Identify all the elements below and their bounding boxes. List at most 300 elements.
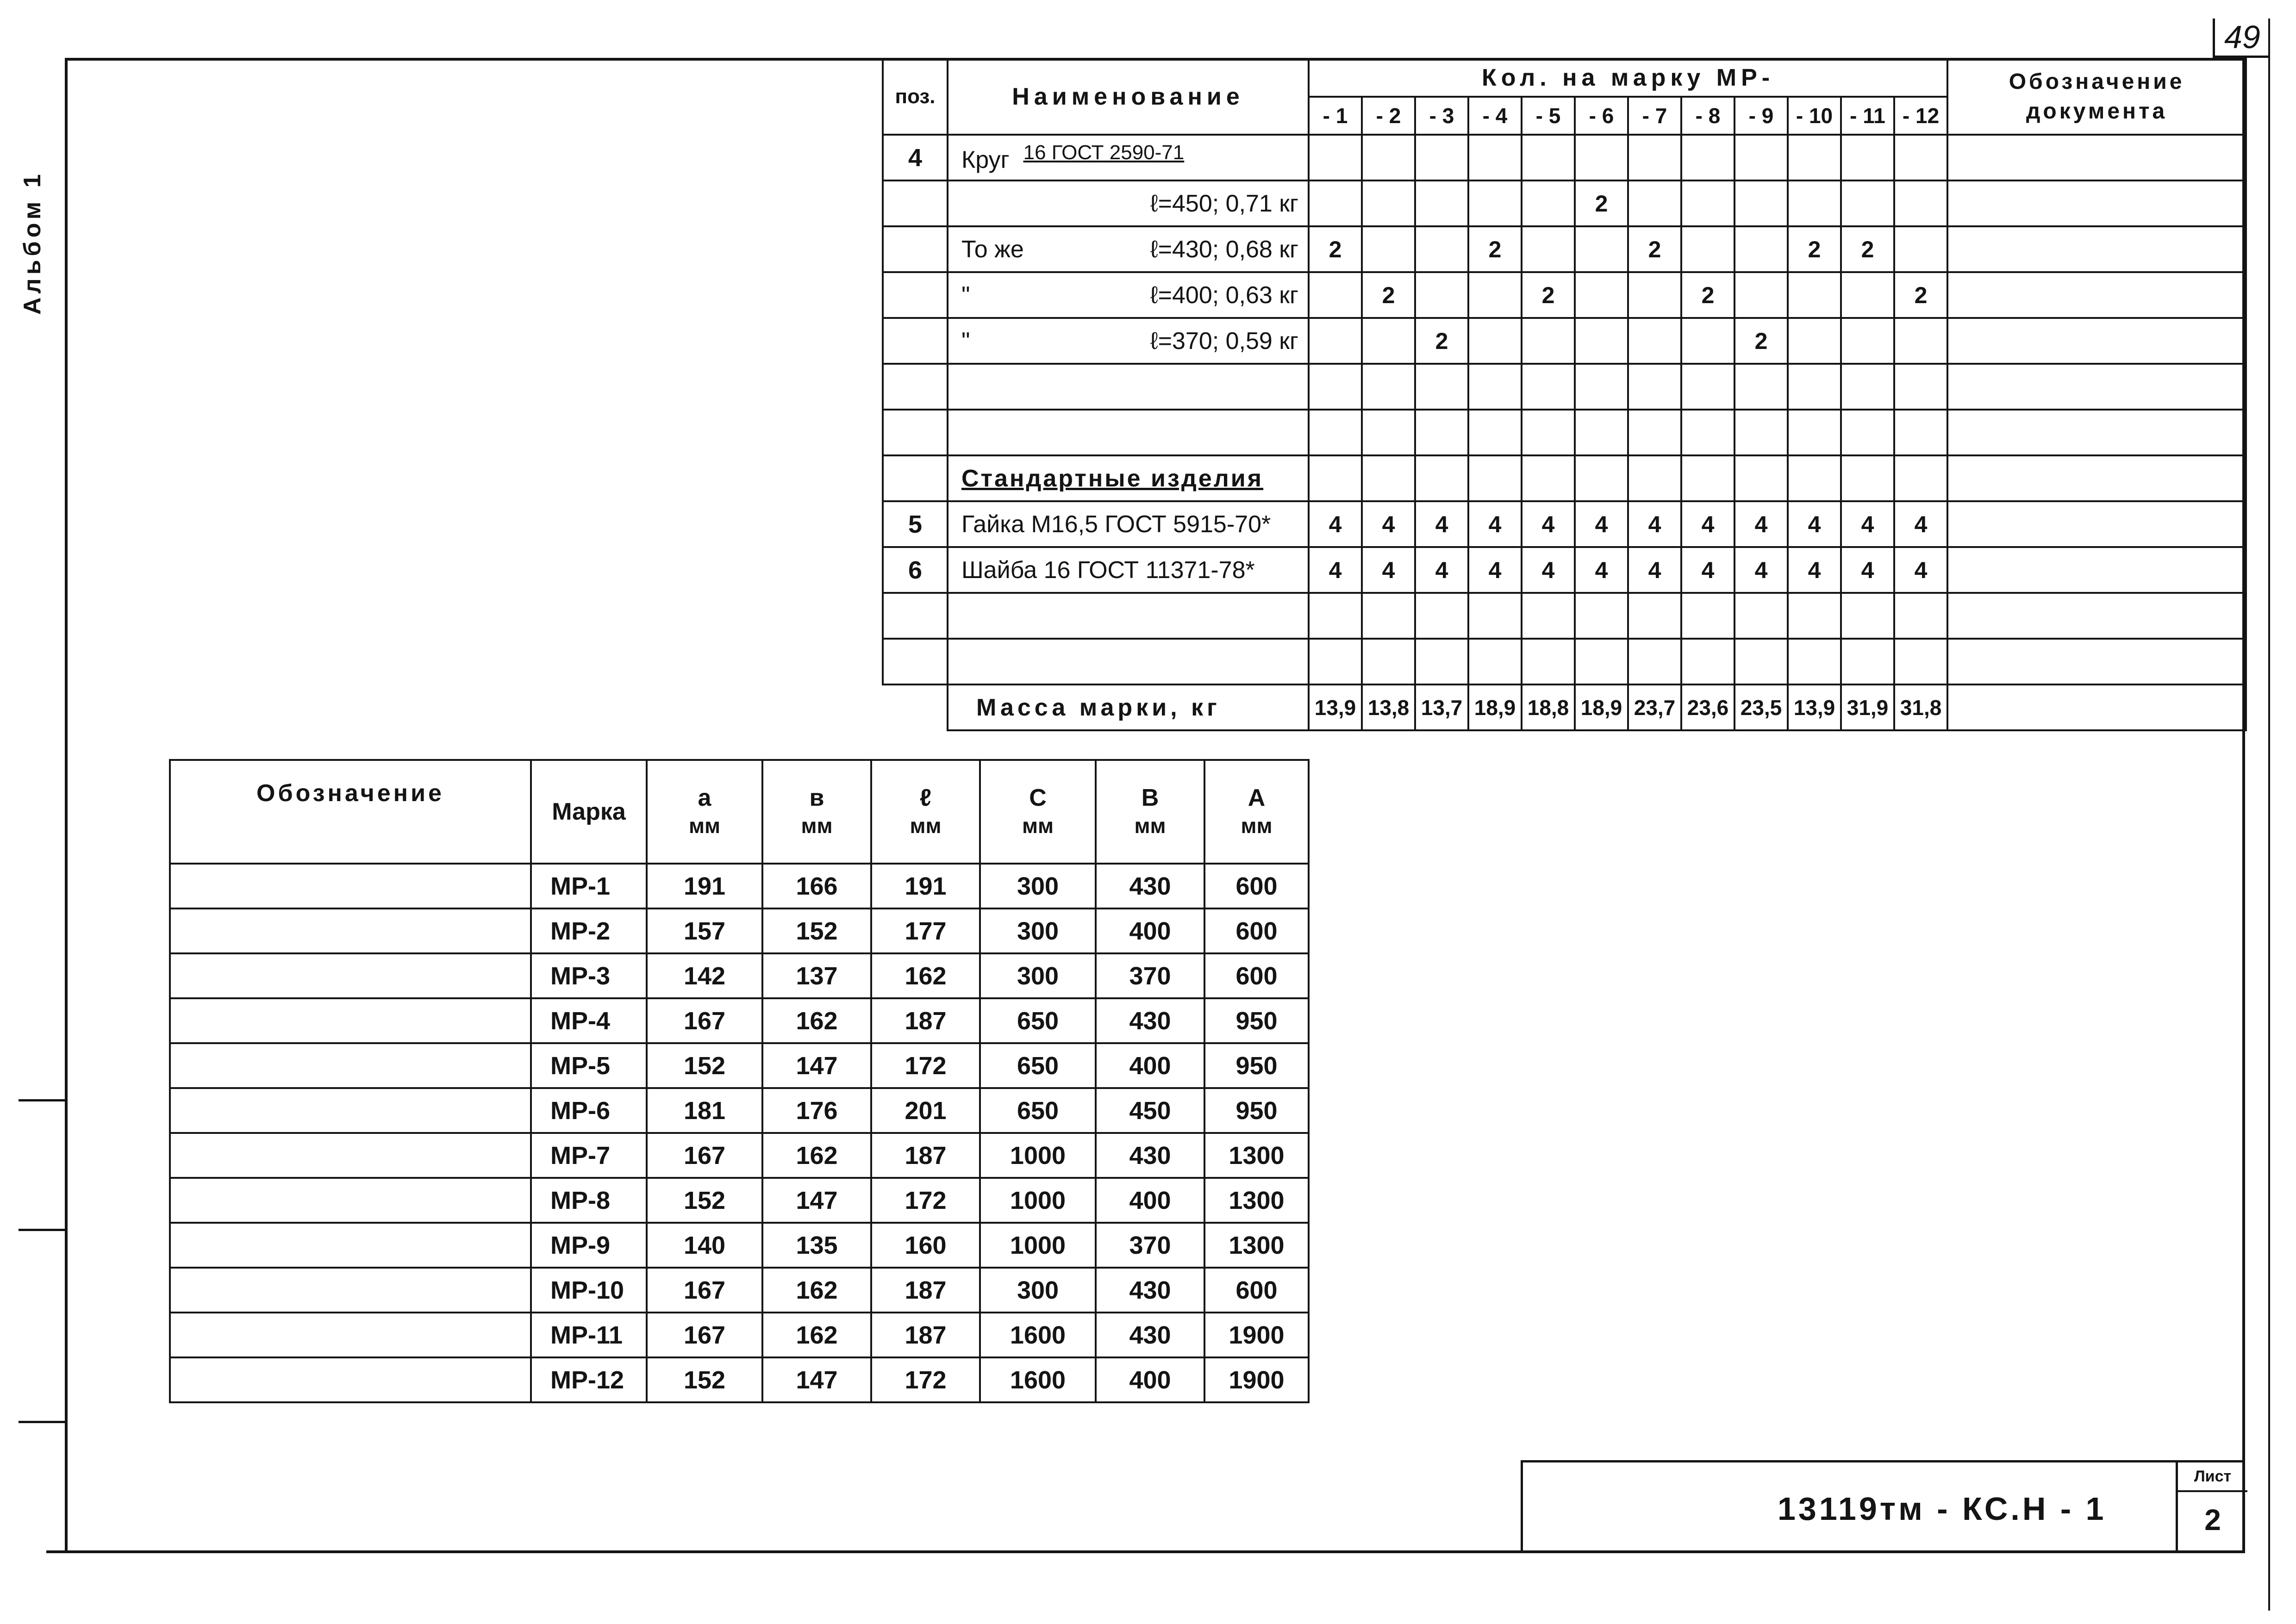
mass-cell: 23,6 [1681,684,1734,730]
document-code: 13119тм - КС.Н - 1 [1778,1491,2107,1527]
doc-cell [1947,180,2246,226]
mass-cell: 23,7 [1628,684,1681,730]
qty-cell [1575,135,1628,180]
dims-cell: 1300 [1204,1223,1309,1268]
spec-name-text: Круг [961,146,1010,174]
dimensions-table [169,759,1310,1403]
dims-cell [170,1043,531,1088]
dims-cell: 167 [647,1313,762,1357]
qty-cell [1522,455,1575,501]
dims-cell: 172 [871,1043,980,1088]
dims-cell: 152 [647,1357,762,1402]
qty-cell: 2 [1575,180,1628,226]
qty-column-header: - 3 [1415,97,1468,135]
spec-pos: 6 [883,547,948,593]
mass-cell: 23,5 [1734,684,1788,730]
qty-cell: 4 [1841,501,1894,547]
dims-cell: 300 [980,864,1096,908]
spec-name [948,226,1309,272]
spec-pos [883,364,948,410]
spec-pos [883,226,948,272]
dims-cell: 187 [871,1313,980,1357]
dims-header-unit: мм [688,814,721,838]
dims-column-header [531,760,647,864]
qty-cell: 2 [1734,318,1788,364]
spec-pos: 4 [883,135,948,180]
dims-cell: 160 [871,1223,980,1268]
qty-column-header: - 2 [1362,97,1415,135]
dims-row [170,1357,1309,1402]
qty-cell [1788,455,1841,501]
qty-cell [1522,593,1575,639]
qty-cell [1362,410,1415,455]
dims-cell: 650 [980,1043,1096,1088]
qty-header: Кол. на марку МР- [1309,59,1947,97]
qty-cell: 2 [1415,318,1468,364]
qty-cell [1415,180,1468,226]
mass-cell: 18,9 [1575,684,1628,730]
qty-cell [1628,639,1681,684]
dims-column-header [1096,760,1204,864]
qty-cell [1309,135,1362,180]
dims-column-header [1204,760,1309,864]
qty-cell [1681,135,1734,180]
qty-cell [1734,135,1788,180]
qty-cell [1734,410,1788,455]
qty-cell [1788,272,1841,318]
spec-pos [883,180,948,226]
qty-cell [1468,639,1522,684]
doc-cell [1947,639,2246,684]
spec-pos [883,455,948,501]
qty-cell: 4 [1415,501,1468,547]
qty-column-header: - 9 [1734,97,1788,135]
mass-blank [883,684,948,730]
qty-cell: 4 [1522,547,1575,593]
qty-cell [1894,318,1947,364]
qty-cell [1309,180,1362,226]
qty-cell [1894,455,1947,501]
dims-column-header [980,760,1096,864]
dims-header-label: А [1248,784,1266,811]
mark-cell: МР-9 [531,1223,647,1268]
mass-row [883,684,2246,730]
dims-cell: 950 [1204,998,1309,1043]
qty-cell [1788,639,1841,684]
dims-cell: 370 [1096,1223,1204,1268]
qty-cell [1309,455,1362,501]
spec-name-text: " [961,327,970,355]
dims-cell: 1900 [1204,1357,1309,1402]
dims-cell: 167 [647,1268,762,1313]
pos-header: поз. [883,59,948,135]
dims-row [170,1043,1309,1088]
doc-cell [1947,226,2246,272]
dims-cell [170,864,531,908]
doc-cell [1947,501,2246,547]
dims-cell: 1000 [980,1178,1096,1223]
dims-cell: 147 [762,1043,871,1088]
dims-cell: 300 [980,1268,1096,1313]
spec-row [883,364,2246,410]
qty-cell: 2 [1841,226,1894,272]
doc-cell [1947,455,2246,501]
qty-cell [1415,410,1468,455]
dims-row [170,1223,1309,1268]
margin-tick [19,1099,67,1101]
dims-header-label: в [809,784,824,811]
qty-cell [1522,135,1575,180]
qty-cell: 2 [1522,272,1575,318]
qty-cell [1681,410,1734,455]
qty-cell [1468,410,1522,455]
qty-cell: 2 [1681,272,1734,318]
spec-row [883,180,2246,226]
qty-cell [1468,135,1522,180]
qty-cell [1628,272,1681,318]
mark-cell: МР-3 [531,953,647,998]
qty-cell [1575,593,1628,639]
qty-cell [1415,135,1468,180]
spec-name-text: Шайба 16 ГОСТ 11371-78* [961,556,1255,584]
mass-cell: 18,8 [1522,684,1575,730]
dims-cell: 600 [1204,1268,1309,1313]
spec-pos [883,410,948,455]
dims-cell: 201 [871,1088,980,1133]
qty-cell [1681,226,1734,272]
spec-name [948,593,1309,639]
qty-cell [1628,364,1681,410]
qty-cell [1522,180,1575,226]
qty-cell: 4 [1734,501,1788,547]
mass-cell: 31,8 [1894,684,1947,730]
qty-cell [1841,410,1894,455]
qty-column-header: - 10 [1788,97,1841,135]
dims-cell: 400 [1096,908,1204,953]
spec-row [883,501,2246,547]
spec-pos [883,639,948,684]
dims-cell [170,908,531,953]
dims-cell [170,1223,531,1268]
spec-pos [883,272,948,318]
dims-row [170,953,1309,998]
spec-row [883,272,2246,318]
dims-cell [170,998,531,1043]
dims-header-label: В [1141,784,1159,811]
spec-name [948,318,1309,364]
doc-cell [1947,364,2246,410]
qty-column-header: - 4 [1468,97,1522,135]
dims-cell: 430 [1096,1133,1204,1178]
qty-cell [1841,318,1894,364]
dims-cell: 162 [871,953,980,998]
spec-header-row [883,59,2246,97]
dims-cell: 167 [647,998,762,1043]
doc-header: Обозначение документа [1947,59,2246,135]
dims-cell: 1300 [1204,1133,1309,1178]
dims-header-label: а [698,784,711,811]
dims-cell: 147 [762,1178,871,1223]
spec-name-text: " [961,281,970,309]
qty-cell: 4 [1894,501,1947,547]
dims-header-row [170,760,1309,864]
dims-cell: 1000 [980,1223,1096,1268]
dims-cell: 167 [647,1133,762,1178]
qty-cell [1841,135,1894,180]
mass-cell: 13,7 [1415,684,1468,730]
qty-cell [1788,135,1841,180]
dims-row [170,1313,1309,1357]
qty-cell [1362,226,1415,272]
doc-cell [1947,547,2246,593]
dims-row [170,998,1309,1043]
dims-cell: 157 [647,908,762,953]
doc-cell [1947,318,2246,364]
qty-cell [1734,226,1788,272]
qty-cell [1734,180,1788,226]
qty-cell [1309,318,1362,364]
qty-cell [1575,410,1628,455]
spec-pos: 5 [883,501,948,547]
mark-cell: МР-8 [531,1178,647,1223]
qty-cell [1468,318,1522,364]
mass-cell: 13,9 [1309,684,1362,730]
spec-name-text: Гайка М16,5 ГОСТ 5915-70* [961,510,1271,538]
doc-cell [1947,593,2246,639]
spec-row [883,226,2246,272]
dims-header-unit: мм [1241,814,1273,838]
qty-cell: 4 [1841,547,1894,593]
qty-cell: 4 [1468,501,1522,547]
dims-row [170,1133,1309,1178]
dims-cell [170,1357,531,1402]
dims-cell: 152 [762,908,871,953]
mark-cell: МР-11 [531,1313,647,1357]
qty-cell: 4 [1788,547,1841,593]
dims-cell: 147 [762,1357,871,1402]
qty-cell [1522,410,1575,455]
dims-cell: 1000 [980,1133,1096,1178]
dims-cell: 172 [871,1357,980,1402]
qty-cell [1628,593,1681,639]
dims-header-label: ℓ [919,784,932,811]
qty-cell [1628,410,1681,455]
qty-cell [1415,455,1468,501]
mark-cell: МР-1 [531,864,647,908]
qty-cell [1894,135,1947,180]
spec-name-text: То же [961,236,1024,263]
qty-cell [1522,226,1575,272]
dims-cell: 400 [1096,1178,1204,1223]
dims-cell: 430 [1096,1313,1204,1357]
qty-cell [1362,364,1415,410]
mark-cell: МР-7 [531,1133,647,1178]
dims-cell: 600 [1204,953,1309,998]
dims-cell: 191 [647,864,762,908]
dims-cell: 300 [980,908,1096,953]
dims-column-header [647,760,762,864]
dims-cell: 172 [871,1178,980,1223]
frame-left-line [65,58,68,1553]
dims-cell [170,1088,531,1133]
doc-cell [1947,135,2246,180]
qty-cell [1841,272,1894,318]
spec-name [948,135,1309,180]
doc-cell [1947,410,2246,455]
dims-row [170,1178,1309,1223]
dims-cell: 191 [871,864,980,908]
mass-doc-cell [1947,684,2246,730]
qty-cell [1415,226,1468,272]
qty-cell [1734,593,1788,639]
qty-cell [1362,135,1415,180]
dims-cell: 162 [762,1313,871,1357]
qty-cell [1894,593,1947,639]
dims-column-header [170,760,531,864]
dims-cell: 176 [762,1088,871,1133]
qty-cell [1841,455,1894,501]
qty-cell: 4 [1309,547,1362,593]
qty-cell: 4 [1575,501,1628,547]
dims-column-header [762,760,871,864]
qty-cell: 2 [1894,272,1947,318]
mass-label: Масса марки, кг [948,684,1309,730]
doc-cell [1947,272,2246,318]
qty-cell: 4 [1362,547,1415,593]
dims-cell: 1900 [1204,1313,1309,1357]
spec-name [948,410,1309,455]
dims-cell: 430 [1096,1268,1204,1313]
qty-cell [1734,272,1788,318]
qty-cell [1628,180,1681,226]
qty-cell: 4 [1522,501,1575,547]
frame-right-outer-line [2268,19,2270,1611]
title-block [1521,1460,2245,1553]
dims-cell: 600 [1204,864,1309,908]
qty-column-header: - 5 [1522,97,1575,135]
qty-cell [1788,593,1841,639]
spec-row [883,410,2246,455]
qty-cell [1309,272,1362,318]
dims-cell: 650 [980,998,1096,1043]
sheet-number: 2 [2204,1503,2221,1537]
qty-cell: 2 [1309,226,1362,272]
dims-header-label: Марка [552,798,626,825]
qty-cell [1309,639,1362,684]
qty-cell [1522,639,1575,684]
qty-cell [1575,639,1628,684]
dims-cell: 135 [762,1223,871,1268]
qty-cell: 4 [1628,501,1681,547]
qty-cell [1894,410,1947,455]
spec-name [948,639,1309,684]
qty-cell [1415,639,1468,684]
dims-cell: 400 [1096,1043,1204,1088]
qty-cell [1468,272,1522,318]
qty-cell [1681,639,1734,684]
qty-cell: 2 [1628,226,1681,272]
dims-cell: 370 [1096,953,1204,998]
qty-cell [1415,593,1468,639]
qty-cell [1415,272,1468,318]
dims-header-label: С [1029,784,1047,811]
mark-cell: МР-2 [531,908,647,953]
spec-row [883,593,2246,639]
qty-cell: 4 [1415,547,1468,593]
dims-cell: 950 [1204,1043,1309,1088]
qty-cell [1468,593,1522,639]
qty-cell [1362,455,1415,501]
dims-cell: 187 [871,998,980,1043]
dims-cell: 1300 [1204,1178,1309,1223]
sheet-box [2176,1462,2247,1553]
spec-row [883,135,2246,180]
qty-cell [1309,593,1362,639]
mark-cell: МР-12 [531,1357,647,1402]
qty-cell [1468,455,1522,501]
mass-cell: 13,8 [1362,684,1415,730]
dims-cell [170,1268,531,1313]
qty-column-header: - 12 [1894,97,1947,135]
qty-cell [1681,318,1734,364]
spec-name [948,364,1309,410]
dims-cell: 166 [762,864,871,908]
spec-name-text: Стандартные изделия [961,465,1264,492]
spec-name [948,455,1309,501]
qty-column-header: - 11 [1841,97,1894,135]
qty-cell [1628,318,1681,364]
qty-cell [1575,272,1628,318]
margin-tick [19,1229,67,1231]
dims-header-unit: мм [801,814,833,838]
spec-name [948,180,1309,226]
mark-cell: МР-5 [531,1043,647,1088]
dims-cell: 162 [762,998,871,1043]
qty-cell: 2 [1468,226,1522,272]
spec-row [883,318,2246,364]
qty-cell [1362,639,1415,684]
dims-cell: 187 [871,1268,980,1313]
dims-cell: 140 [647,1223,762,1268]
qty-cell: 2 [1362,272,1415,318]
spec-name-detail: ℓ=450; 0,71 кг [1150,190,1298,217]
spec-row [883,639,2246,684]
qty-cell [1575,364,1628,410]
dims-cell [170,953,531,998]
qty-column-header: - 6 [1575,97,1628,135]
qty-cell: 4 [1734,547,1788,593]
qty-cell [1734,639,1788,684]
spec-name [948,547,1309,593]
dims-cell: 430 [1096,864,1204,908]
qty-cell [1362,180,1415,226]
qty-cell [1628,455,1681,501]
qty-cell [1734,364,1788,410]
qty-cell [1309,364,1362,410]
dims-cell: 1600 [980,1357,1096,1402]
dims-cell: 152 [647,1178,762,1223]
qty-cell: 4 [1788,501,1841,547]
qty-column-header: - 8 [1681,97,1734,135]
qty-cell: 4 [1468,547,1522,593]
qty-cell [1681,455,1734,501]
dims-cell [170,1178,531,1223]
dims-cell: 187 [871,1133,980,1178]
dims-cell: 430 [1096,998,1204,1043]
spec-name-detail: ℓ=370; 0,59 кг [1150,327,1298,355]
qty-cell: 4 [1681,547,1734,593]
qty-cell [1309,410,1362,455]
